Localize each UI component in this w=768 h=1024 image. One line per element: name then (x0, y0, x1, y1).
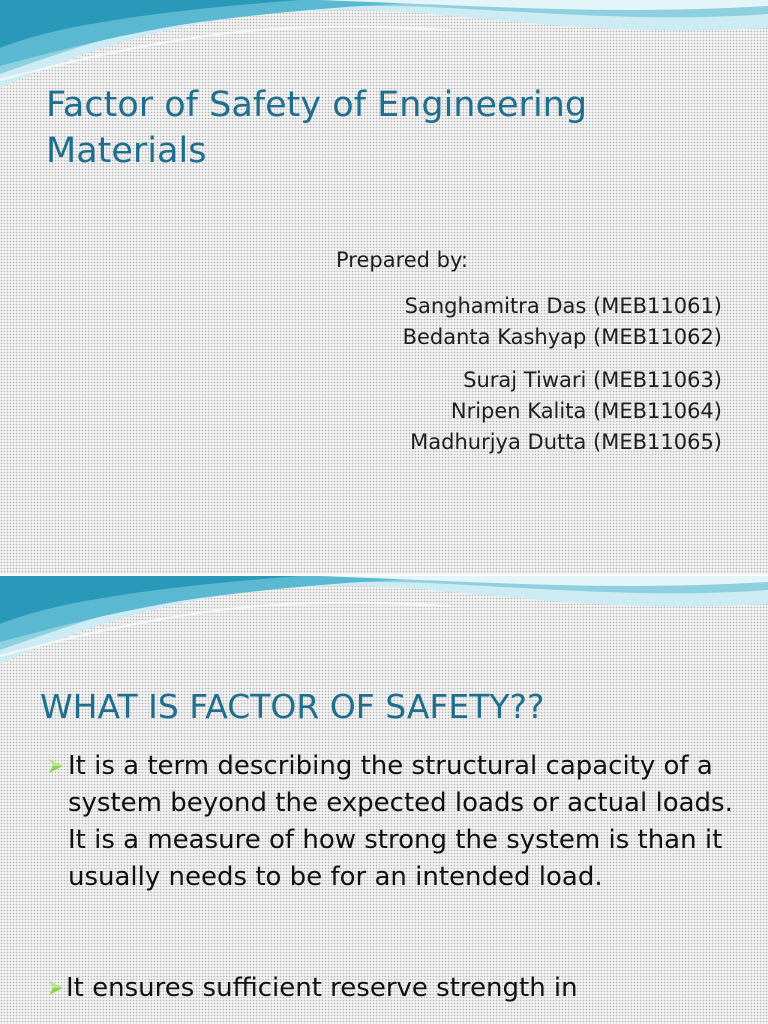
author-item: Sanghamitra Das (MEB11061) (404, 294, 722, 318)
slide-title-heading: Factor of Safety of Engineering Materials (46, 85, 588, 171)
bullet-text: It ensures sufficient reserve strength in (66, 973, 578, 1003)
author-item: Suraj Tiwari (MEB11063) (463, 368, 722, 392)
arrow-bullet-icon (48, 758, 64, 774)
wave-decoration (0, 576, 768, 676)
bullet-item (0, 748, 768, 896)
author-item: Bedanta Kashyap (MEB11062) (402, 325, 722, 349)
bullet-item (0, 970, 768, 1007)
author-item: Nripen Kalita (MEB11064) (450, 399, 722, 423)
prepared-by-label: Prepared by: (336, 248, 468, 272)
author-list (403, 291, 722, 458)
bullet-list (0, 748, 768, 1007)
slide-definition-heading: WHAT IS FACTOR OF SAFETY?? (40, 687, 545, 726)
arrow-bullet-icon (48, 980, 64, 996)
bullet-text: It is a term describing the structural capacity of a system beyond the expected loads or actual loads. It is a measure of how strong the system is than it usually needs to be for an intended load. (68, 751, 733, 892)
author-item: Madhurjya Dutta (MEB11065) (410, 430, 722, 454)
